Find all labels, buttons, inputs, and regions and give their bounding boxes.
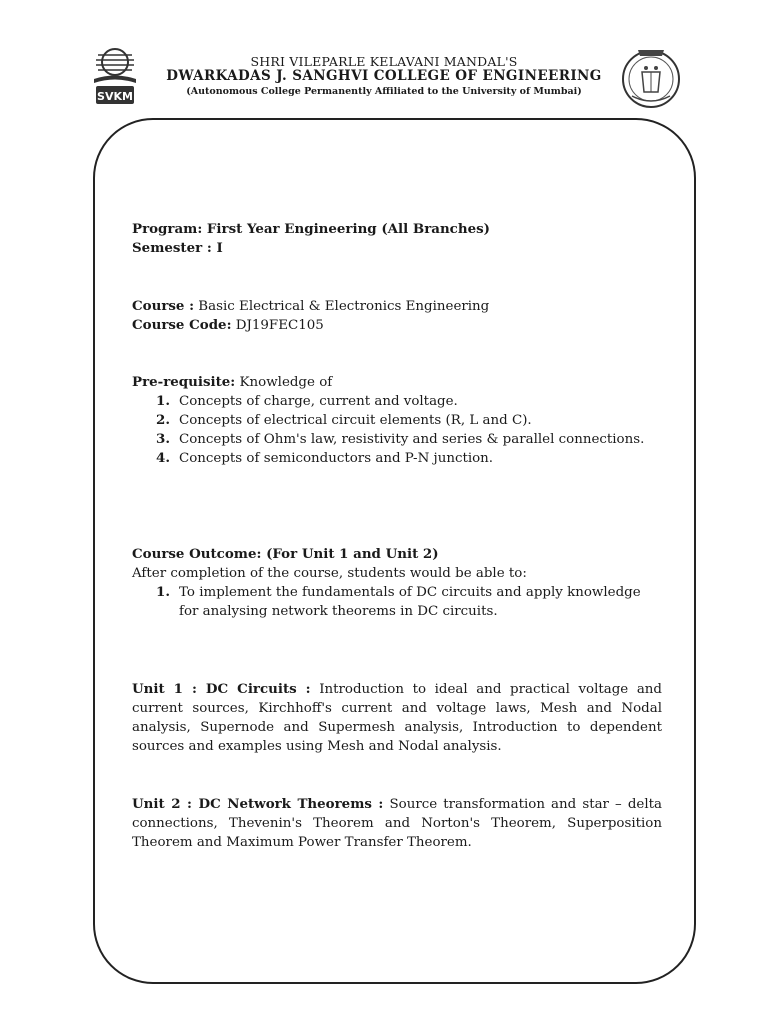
- list-number: 3.: [156, 431, 170, 447]
- course-code-line: [132, 316, 662, 335]
- unit2-paragraph: [132, 795, 662, 852]
- college-name: DWARKADAS J. SANGHVI COLLEGE OF ENGINEERING: [166, 68, 602, 84]
- course-block: [132, 297, 662, 335]
- list-item: [132, 449, 662, 468]
- program-line: Program: First Year Engineering (All Branches): [132, 221, 490, 237]
- list-text: Concepts of charge, current and voltage.: [179, 394, 458, 409]
- list-item: [132, 430, 662, 449]
- semester-line: Semester : I: [132, 240, 223, 256]
- list-number: 1.: [156, 584, 170, 600]
- course-outcome-intro: After completion of the course, students would be able to:: [132, 566, 527, 581]
- affiliation-line: (Autonomous College Permanently Affiliated to the University of Mumbai): [186, 86, 582, 97]
- trust-name: SHRI VILEPARLE KELAVANI MANDAL'S: [250, 54, 518, 69]
- course-line: [132, 297, 662, 316]
- list-text: Concepts of semiconductors and P-N junction.: [179, 451, 494, 466]
- prerequisite-block: [132, 373, 662, 468]
- list-number: 4.: [156, 450, 170, 466]
- unit1-paragraph: [132, 680, 662, 756]
- prerequisite-label: Pre-requisite:: [132, 374, 236, 390]
- list-text: Concepts of Ohm's law, resistivity and series & parallel connections.: [179, 432, 645, 447]
- unit2-text: Source transformation and star – delta connections, Thevenin's Theorem and Norton's Theorem, Superposition Theorem and Maximum Power Transfer Theorem.: [132, 797, 662, 850]
- prerequisite-intro: Knowledge of: [235, 375, 333, 390]
- unit1-text: Introduction to ideal and practical voltage and current sources, Kirchhoff's current and voltage laws, Mesh and Nodal analysis, Supernode and Supermesh analysis, Introduction to dependent sources and examples using Mesh and Nodal analysis.: [132, 682, 662, 754]
- course-label: Course :: [132, 298, 195, 314]
- list-item: [132, 583, 662, 621]
- course-outcome-heading: Course Outcome: (For Unit 1 and Unit 2): [132, 546, 439, 562]
- course-outcome-list: [132, 583, 662, 621]
- svkm-logo-text: SVKM: [97, 90, 133, 103]
- unit2-title: Unit 2 : DC Network Theorems :: [132, 796, 384, 812]
- letterhead: [0, 0, 768, 110]
- list-number: 1.: [156, 393, 170, 409]
- unit2-block: [132, 795, 662, 852]
- course-name: Basic Electrical & Electronics Engineering: [194, 299, 490, 314]
- list-item: [132, 392, 662, 411]
- course-code-label: Course Code:: [132, 317, 232, 333]
- course-outcome-block: [132, 545, 662, 621]
- list-item: [132, 411, 662, 430]
- program-block: [132, 220, 662, 258]
- prerequisite-line: [132, 373, 662, 392]
- list-text: To implement the fundamentals of DC circuits and apply knowledge for analysing network theorems in DC circuits.: [179, 585, 641, 619]
- list-text: Concepts of electrical circuit elements (R, L and C).: [179, 413, 532, 428]
- college-seal-icon: [618, 44, 684, 110]
- unit1-block: [132, 680, 662, 756]
- unit1-title: Unit 1 : DC Circuits :: [132, 681, 311, 697]
- prerequisite-list: [132, 392, 662, 468]
- course-code-value: DJ19FEC105: [231, 318, 324, 333]
- list-number: 2.: [156, 412, 170, 428]
